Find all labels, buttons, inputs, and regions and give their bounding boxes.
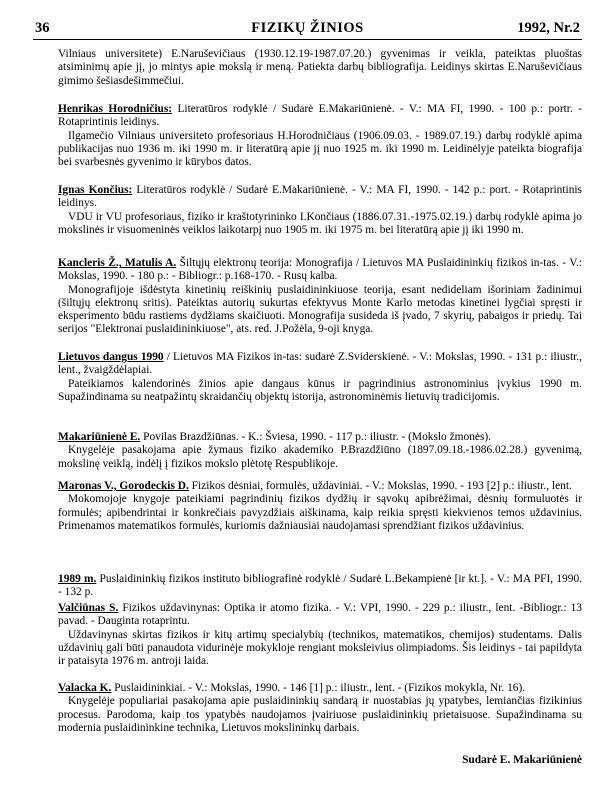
entry-bib: Šiltųjų elektronų teorija: Monografija / Lietuvos MA Puslaidininkių fizikos in-tas. - V.: Mokslas, 1990. - 180 p.: - Bibliogr.: p.168-170. - Rusų kalba.: [58, 257, 582, 283]
entry-description: Vilniaus universitete) E.Naruševičiaus (1930.12.19-1987.07.20.) gyvenimas ir veikla, pateiktas pluoštas atsiminimų apie jį, jo mintys apie mokslą ir meną. Patiekta darbų bibliografija. Leidinys skirtas E.Naruševičiaus gimimo šešiasdešimmečiui.: [58, 48, 582, 87]
bibliography-entry: [58, 431, 582, 471]
bibliography-entry: [58, 351, 582, 404]
entry-citation: [58, 431, 582, 444]
entry-bib: Puslaidininkiai. - V.: Mokslas, 1990. - 146 [1] p.: iliustr., lent. - (Fizikos mokykla, Nr. 16).: [111, 682, 526, 694]
page-header: [33, 18, 582, 40]
entry-citation: [58, 184, 582, 211]
entry-author: Henrikas Horodničius:: [58, 103, 173, 115]
entry-description: Mokomojoje knygoje pateikiami pagrindinių fizikos dydžių ir sąvokų apibrėžimai, dėsnių formuluotės ir formulės; apibendrintai ir konkrečiais pavyzdžiais aiškinama, kaip reikia spręsti kiekvienos temos uždavinius. Primenamos matematikos formulės, kuriomis dažniausiai naudojamasi sprendžiant fizikos uždavinius.: [58, 493, 582, 532]
entry-author: 1989 m.: [58, 573, 97, 585]
entry-author: Maronas V., Gorodeckis D.: [58, 480, 189, 492]
bibliography-entry: [58, 48, 582, 88]
entry-description: VDU ir VU profesoriaus, fiziko ir kraštotyrininko I.Končiaus (1886.07.31.-1975.02.19.) darbų rodyklė apima jo mokslinės ir visuomeninės veiklos laikotarpį nuo 1905 m. iki 1975 m. bei literatūrą apie jį iki 1990 m.: [58, 210, 582, 236]
entry-bib: Puslaidininkių fizikos instituto bibliografinė rodyklė / Sudarė L.Bekampienė [ir kt.]. - V.: MA PFI, 1990. - 132 p.: [58, 573, 582, 599]
entry-bib: Fizikos uždavinynas: Optika ir atomo fizika. - V.: VPI, 1990. - 229 p.: iliustr., lent. -Bibliogr.: 13 pavad. - Dauginta rotaprintu.: [58, 602, 582, 628]
entry-citation: [58, 103, 582, 130]
bibliography-entry: [58, 257, 582, 337]
entry-author: Lietuvos dangus 1990: [58, 351, 164, 363]
header-rule: [33, 39, 582, 40]
entry-citation: [58, 351, 582, 378]
entry-bib: / Lietuvos MA Fizikos in-tas: sudarė Z.Sviderskienė. - V.: Mokslas, 1990. - 131 p.: iliustr., lent., žvaigždėlapiai.: [58, 351, 582, 377]
entry-bib: Literatūros rodyklė / Sudarė E.Makariūnienė. - V.: MA FI, 1990. - 142 p.: port. - Rotaprintinis leidinys.: [58, 184, 582, 210]
bibliography-entry: [58, 573, 582, 600]
entry-description: Knygelėje populiariai pasakojama apie puslaidininkių sandarą ir nuostabias jų ypatybes, lemiančias fizikinius procesus. Parodoma, kaip tos ypatybės naudojamos įvairiuose puslaidininkių prietaisuose. Supažindinama su moderniа puslaidininkine technika, Lietuvos mokslininkų darbais.: [58, 695, 582, 734]
entry-author: Kancleris Ž., Matulis A.: [58, 257, 177, 269]
issue-label: 1992, Nr.2: [517, 20, 580, 36]
compiler-signature: Sudarė E. Makariūnienė: [462, 754, 582, 766]
entry-citation: [58, 573, 582, 600]
journal-title: FIZIKŲ ŽINIOS: [251, 20, 364, 36]
bibliography-entry: [58, 480, 582, 533]
entry-author: Makariūnienė E.: [58, 431, 141, 443]
page-number: 36: [35, 20, 50, 36]
bibliography-entry: [58, 682, 582, 735]
entry-citation: [58, 602, 582, 629]
entry-description: Uždavinynas skirtas fizikos ir kitų artimų specialybių (technikos, matematikos, chemijos) studentams. Dalis uždavinių gali būti panaudota vidurinėje mokykloje rengiant moksleivius olimpiadoms. Šis leidinys - tai papildyta ir pataisyta 1976 m. antroji laida.: [58, 628, 582, 668]
entry-description: Ilgamečio Vilniaus universiteto profesoriaus H.Horodničiaus (1906.09.03. - 1989.07.19.) darbų rodyklė apima publikacijas nuo 1936 m. iki 1990 m. ir literatūrą apie jį nuo 1925 m. iki 1990 m. Leidinėlyje pateikta biografija bei svarbesnės gyvenimo ir kūrybos datos.: [58, 129, 582, 169]
entry-description: Knygelėje pasakojama apie žymaus fiziko akademiko P.Brazdžiūno (1897.09.18.-1986.02.28.) gyvenimą, mokslinę veiklą, indėlį į fizikos mokslo plėtotę Respublikoje.: [58, 444, 582, 470]
entry-author: Ignas Končius:: [58, 184, 133, 196]
entry-author: Valacka K.: [58, 682, 112, 694]
bibliography-entry: [58, 602, 582, 668]
bibliography-entry: [58, 103, 582, 169]
entry-citation: [58, 480, 582, 493]
bibliography-entry: [58, 184, 582, 237]
entry-citation: [58, 257, 582, 284]
entry-author: Valčiūnas S.: [58, 602, 119, 614]
entry-citation: [58, 682, 582, 695]
entry-description: Pateikiamos kalendorinės žinios apie dangaus kūnus ir pagrindinius astronominius įvykius 1990 m. Supažindinama su neatpažintų skraidančių objektų istorija, astronominėmis lietuvių tradicijomis.: [58, 377, 582, 403]
entry-bib: Literatūros rodyklė / Sudarė E.Makariūnienė. - V.: MA FI, 1990. - 100 p.: portr. - Rotaprintinis leidinys.: [58, 103, 582, 129]
entry-description: Monografijoje išdėstyta kinetinių reiškinių puslaidininkiuose teorija, esant nedideliam išoriniam žadinimui (šiltųjų elektronų sritis). Pateiktas autorių sukurtas efektyvus Monte Karlo metodas kinetinei lygčiai spręsti ir eksperimento būdu rastiems dydžiams skaičiuoti. Monografija susideda iš įvado, 7 skyrių, pabaigos ir priedų. Tai serijos "Elektronai puslaidininkiuose", ats. red. J.Požėla, 9-oji knyga.: [58, 283, 582, 336]
entry-bib: Fizikos dėsniai, formulės, uždaviniai. - V.: Mokslas, 1990. - 193 [2] p.: iliustr., lent.: [188, 480, 572, 492]
entry-bib: Povilas Brazdžiūnas. - K.: Šviesa, 1990. - 117 p.: iliustr. - (Mokslo žmonės).: [140, 431, 492, 443]
